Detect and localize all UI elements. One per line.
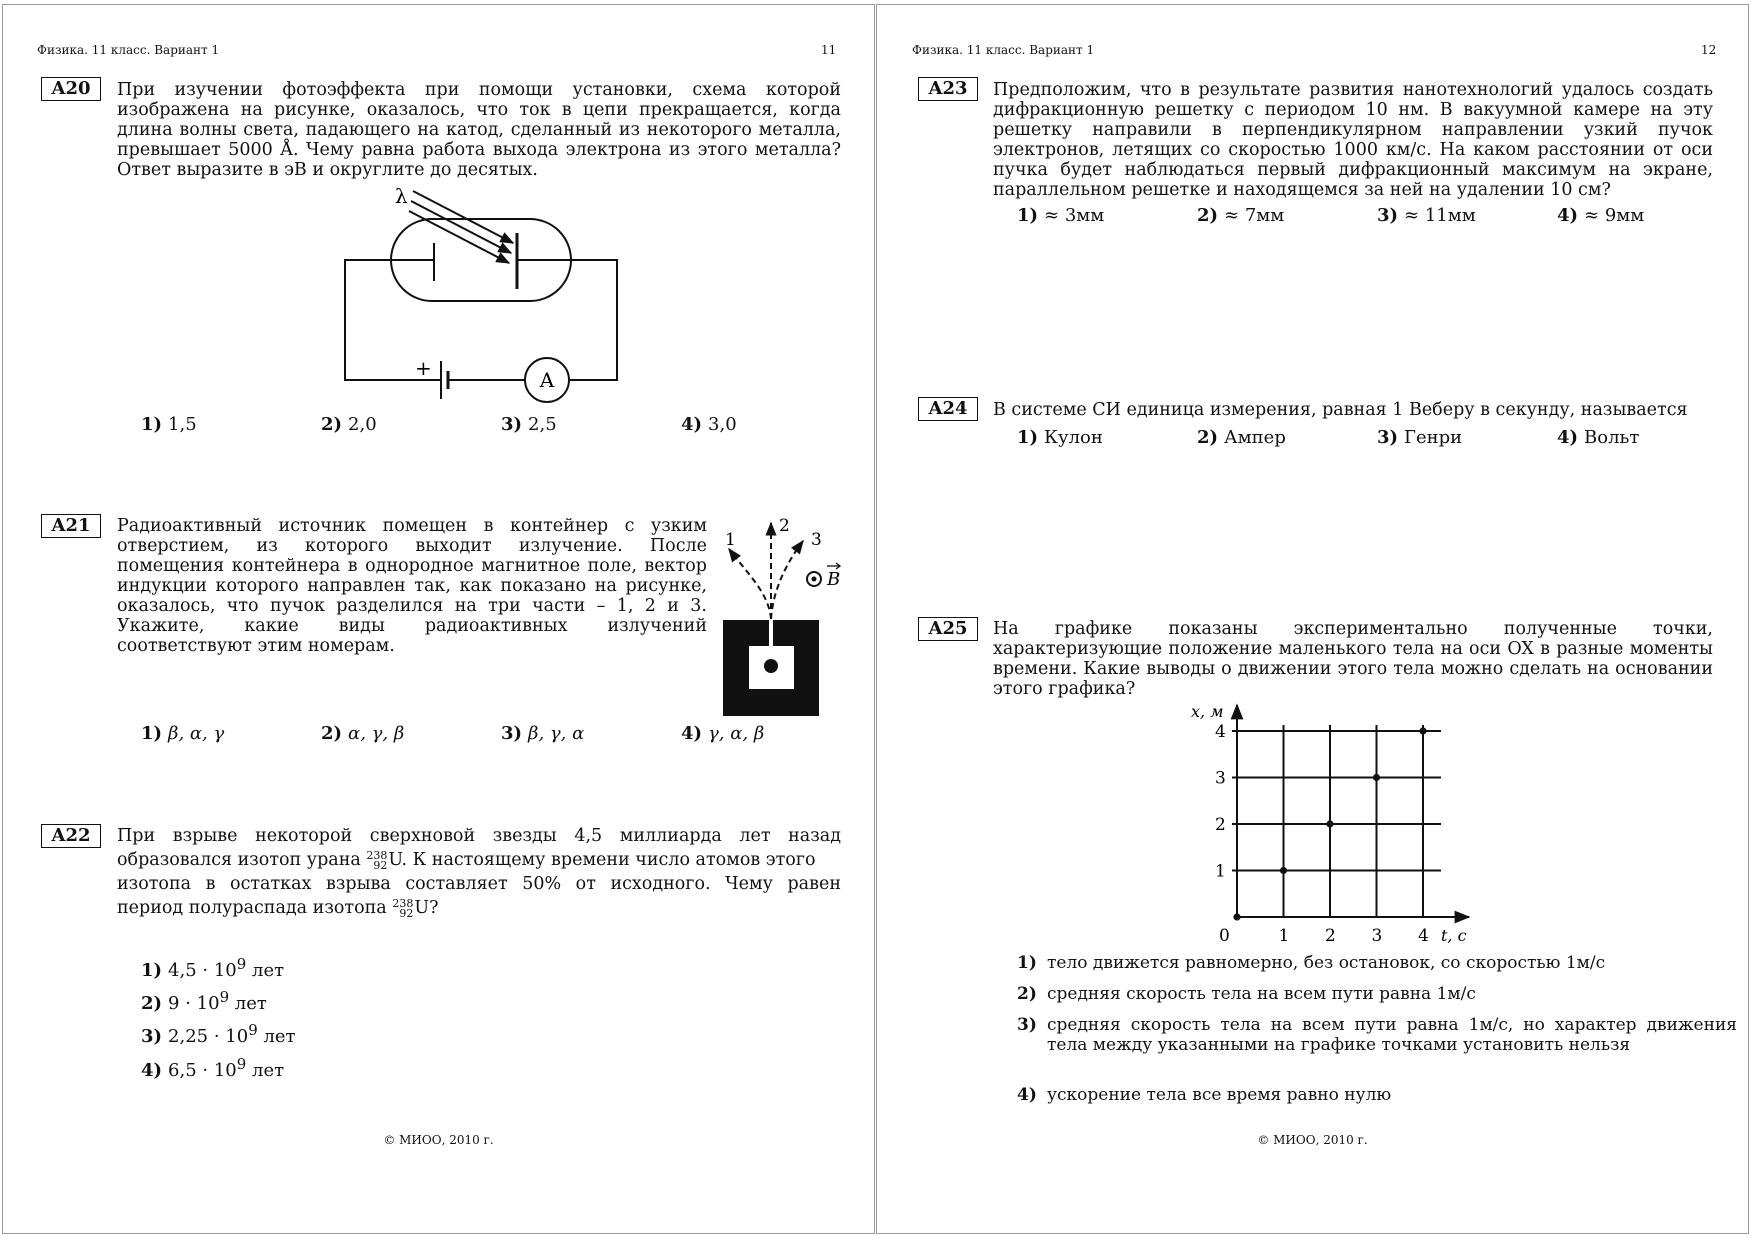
a22-line: образовался изотоп урана 238 92 U. К настоящему времени число атомов этого xyxy=(117,848,816,872)
question-text-a25: На графике показаны экспериментально полученные точки, характеризующие положение маленького тела на оси OX в разные моменты времени. Какие выводы о движении этого тела можно сделать на основании этого графика? xyxy=(993,619,1713,699)
beam-3-label: 3 xyxy=(811,530,822,550)
y-tick-label: 1 xyxy=(1215,861,1226,882)
data-point xyxy=(1373,774,1380,781)
left-page xyxy=(2,4,875,1234)
answer-a23-1[interactable]: 1) ≈ 3мм xyxy=(1017,205,1105,226)
page-footer: © МИОО, 2010 г. xyxy=(383,1133,494,1147)
x-tick-label: 2 xyxy=(1325,926,1336,946)
y-tick-label: 2 xyxy=(1215,815,1226,835)
answer-a23-2[interactable]: 2) ≈ 7мм xyxy=(1197,205,1285,226)
battery-plus-label: + xyxy=(415,356,432,380)
answer-a23-3[interactable]: 3) ≈ 11мм xyxy=(1377,205,1476,226)
radioactive-beam-figure xyxy=(713,513,863,713)
x-tick-label: 3 xyxy=(1371,926,1383,946)
data-point xyxy=(1233,913,1240,920)
data-point xyxy=(1280,867,1287,874)
page-header: Физика. 11 класс. Вариант 1 xyxy=(912,43,1095,57)
origin-label: 0 xyxy=(1219,926,1230,946)
question-text-a20: При изучении фотоэффекта при помощи установки, схема которой изображена на рисунке, оказалось, что ток в цепи прекращается, когда длина волны света, падающего на катод, сделанный из некоторого металла, превышает 5000 Å. Чему равна работа выхода электрона из этого металла? Ответ выразите в эВ и округлите до десятых. xyxy=(117,80,841,180)
answer-a25-4[interactable]: 4) ускорение тела все время равно нулю xyxy=(1017,1085,1392,1105)
answer-a24-2[interactable]: 2) Ампер xyxy=(1197,427,1286,448)
answer-a24-4[interactable]: 4) Вольт xyxy=(1557,427,1640,448)
answer-a25-1[interactable]: 1) тело движется равномерно, без остановок, со скоростью 1м/с xyxy=(1017,953,1606,973)
light-ray xyxy=(411,201,511,253)
answer-a20-2[interactable]: 2) 2,0 xyxy=(321,414,377,435)
question-label-a24: A24 xyxy=(918,397,978,421)
answer-a21-4[interactable]: 4) γ, α, β xyxy=(681,723,765,744)
answer-a20-4[interactable]: 4) 3,0 xyxy=(681,414,737,435)
x-tick-label: 1 xyxy=(1278,926,1290,946)
data-point xyxy=(1419,727,1426,734)
ammeter-label: A xyxy=(539,368,555,392)
answer-a24-1[interactable]: 1) Кулон xyxy=(1017,427,1103,448)
answer-a21-2[interactable]: 2) α, γ, β xyxy=(321,723,405,744)
a22-line: При взрыве некоторой сверхновой звезды 4,5 миллиарда лет назад xyxy=(117,826,841,846)
page-header: Физика. 11 класс. Вариант 1 xyxy=(37,43,220,57)
beam-2-label: 2 xyxy=(779,516,790,536)
radioactive-source xyxy=(764,659,778,673)
x-axis-label: t, с xyxy=(1441,926,1467,945)
answer-a22-2[interactable]: 2) $9 \cdot 10^9$ лет xyxy=(141,988,267,1014)
answer-a21-1[interactable]: 1) β, α, γ xyxy=(141,723,225,744)
light-ray xyxy=(413,191,513,243)
answer-a20-1[interactable]: 1) 1,5 xyxy=(141,414,197,435)
question-label-a22: A22 xyxy=(41,824,101,848)
answer-a22-4[interactable]: 4) $6,5 \cdot 10^9$ лет xyxy=(141,1055,285,1081)
photoeffect-circuit-figure xyxy=(303,185,633,415)
isotope-notation: 238 92 xyxy=(366,848,388,872)
answer-a23-4[interactable]: 4) ≈ 9мм xyxy=(1557,205,1645,226)
answer-a22-3[interactable]: 3) $2,25 \cdot 10^9$ лет xyxy=(141,1021,296,1047)
y-tick-label: 4 xyxy=(1215,722,1226,742)
answer-a21-3[interactable]: 3) β, γ, α xyxy=(501,723,585,744)
beam-3 xyxy=(771,541,803,619)
answer-a25-2[interactable]: 2) средняя скорость тела на всем пути равна 1м/с xyxy=(1017,984,1476,1004)
question-text-a23: Предположим, что в результате развития нанотехнологий удалось создать дифракционную решетку с периодом 10 нм. В вакуумной камере на эту решетку направили в перпендикулярном направлении узкий пучок электронов, летящих со скоростью 1000 км/с. На каком расстоянии от оси пучка будет наблюдаться первый дифракционный максимум на экране, параллельном решетке и находящемся за ней на удалении 10 см? xyxy=(993,80,1713,200)
data-point xyxy=(1326,820,1333,827)
question-label-a23: A23 xyxy=(918,77,978,101)
beam-1-label: 1 xyxy=(725,530,736,550)
question-text-a24: В системе СИ единица измерения, равная 1 Веберу в секунду, называется xyxy=(993,400,1688,420)
isotope-notation: 238 92 xyxy=(392,896,414,920)
question-text-a21: Радиоактивный источник помещен в контейнер с узким отверстием, из которого выходит излучение. После помещения контейнера в однородное магнитное поле, вектор индукции которого направлен так, как показано на рисунке, оказалось, что пучок разделился на три части – 1, 2 и 3. Укажите, какие виды радиоактивных излучений соответствуют этим номерам. xyxy=(117,516,707,656)
answer-a24-3[interactable]: 3) Генри xyxy=(1377,427,1463,448)
circuit-wire xyxy=(569,260,617,380)
page-footer: © МИОО, 2010 г. xyxy=(1257,1133,1368,1147)
question-label-a25: A25 xyxy=(918,617,978,641)
question-label-a21: A21 xyxy=(41,514,101,538)
question-text-a22 xyxy=(117,824,841,920)
a22-line: изотопа в остатках взрыва составляет 50% от исходного. Чему равен xyxy=(117,874,841,894)
right-page xyxy=(876,4,1749,1234)
beam-1 xyxy=(729,549,771,619)
page-number: 11 xyxy=(821,43,837,57)
answer-a25-3[interactable]: 3) средняя скорость тела на всем пути равна 1м/с, но характер движения тела между указанными на графике точками установить нельзя xyxy=(1017,1015,1737,1055)
answer-a22-1[interactable]: 1) $4,5 \cdot 10^9$ лет xyxy=(141,955,285,981)
a22-line: период полураспада изотопа 238 92 U? xyxy=(117,896,439,920)
y-tick-label: 3 xyxy=(1215,768,1226,789)
question-label-a20: A20 xyxy=(41,77,101,101)
wavelength-label: λ xyxy=(395,184,408,208)
x-tick-label: 4 xyxy=(1418,926,1429,946)
field-vector-label: B xyxy=(827,569,841,590)
page-number: 12 xyxy=(1701,43,1717,57)
grid-lines xyxy=(1237,725,1441,917)
position-time-graph xyxy=(1187,695,1487,945)
y-axis-label: x, м xyxy=(1191,702,1224,721)
answer-a20-3[interactable]: 3) 2,5 xyxy=(501,414,557,435)
